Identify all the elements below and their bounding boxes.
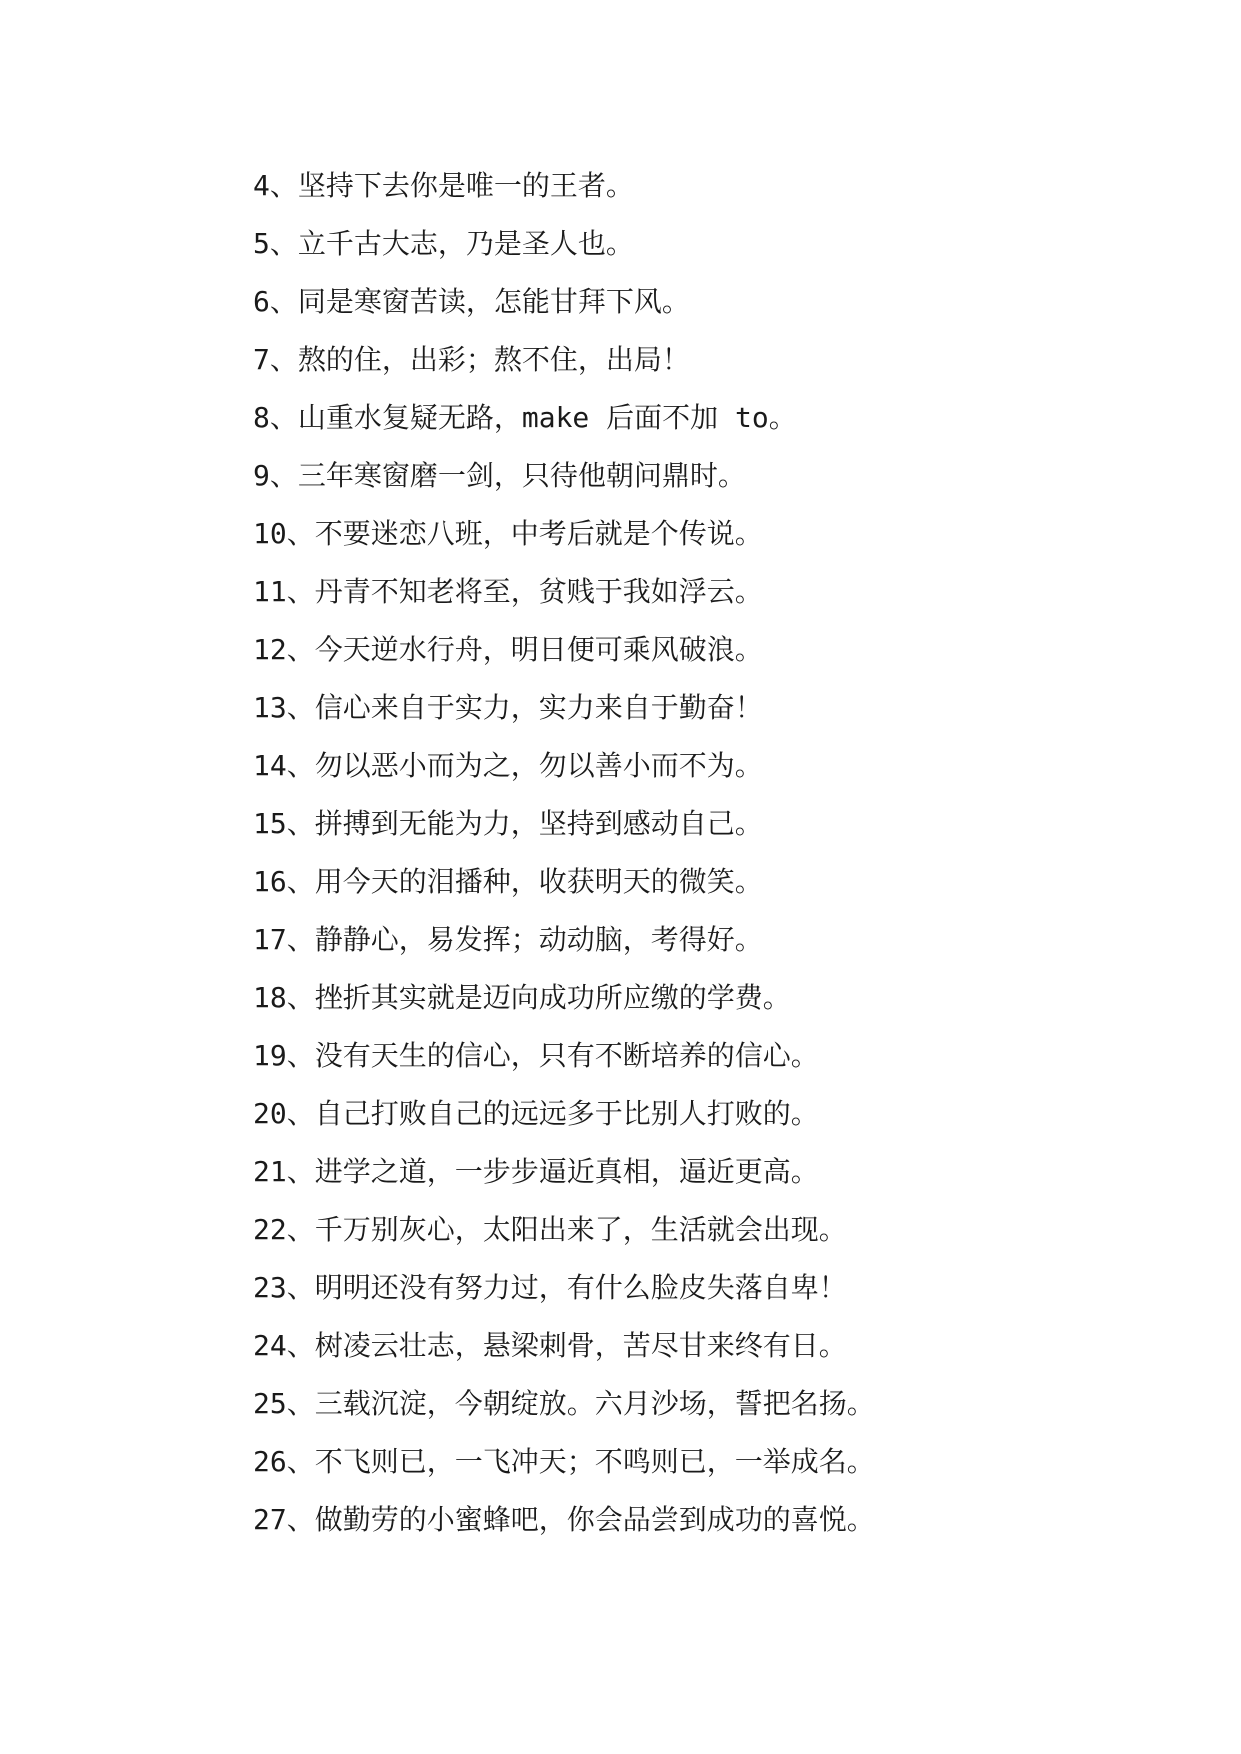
list-item: 24、树凌云壮志，悬梁刺骨，苦尽甘来终有日。	[253, 1329, 847, 1362]
list-item: 18、挫折其实就是迈向成功所应缴的学费。	[253, 981, 791, 1014]
list-item: 22、千万别灰心，太阳出来了，生活就会出现。	[253, 1213, 847, 1246]
list-item: 25、三载沉淀，今朝绽放。六月沙场，誓把名扬。	[253, 1387, 875, 1420]
list-item: 20、自己打败自己的远远多于比别人打败的。	[253, 1097, 819, 1130]
list-item: 27、做勤劳的小蜜蜂吧，你会品尝到成功的喜悦。	[253, 1503, 875, 1536]
list-item: 23、明明还没有努力过，有什么脸皮失落自卑！	[253, 1271, 847, 1304]
list-item: 7、熬的住，出彩；熬不住，出局！	[253, 343, 690, 376]
list-item: 21、进学之道，一步步逼近真相，逼近更高。	[253, 1155, 819, 1188]
list-item: 12、今天逆水行舟，明日便可乘风破浪。	[253, 633, 763, 666]
list-item: 5、立千古大志，乃是圣人也。	[253, 227, 634, 260]
list-item: 14、勿以恶小而为之，勿以善小而不为。	[253, 749, 763, 782]
list-item: 11、丹青不知老将至，贫贱于我如浮云。	[253, 575, 763, 608]
quote-list	[253, 157, 875, 1549]
list-item: 9、三年寒窗磨一剑，只待他朝问鼎时。	[253, 459, 746, 492]
list-item: 19、没有天生的信心，只有不断培养的信心。	[253, 1039, 819, 1072]
list-item: 16、用今天的泪播种，收获明天的微笑。	[253, 865, 763, 898]
list-item: 4、坚持下去你是唯一的王者。	[253, 169, 634, 202]
list-item: 10、不要迷恋八班，中考后就是个传说。	[253, 517, 763, 550]
list-item: 8、山重水复疑无路，make 后面不加 to。	[253, 401, 797, 434]
list-item: 15、拼搏到无能为力，坚持到感动自己。	[253, 807, 763, 840]
list-item: 6、同是寒窗苦读，怎能甘拜下风。	[253, 285, 690, 318]
list-item: 17、静静心，易发挥；动动脑，考得好。	[253, 923, 763, 956]
list-item: 13、信心来自于实力，实力来自于勤奋！	[253, 691, 763, 724]
list-item: 26、不飞则已，一飞冲天；不鸣则已，一举成名。	[253, 1445, 875, 1478]
